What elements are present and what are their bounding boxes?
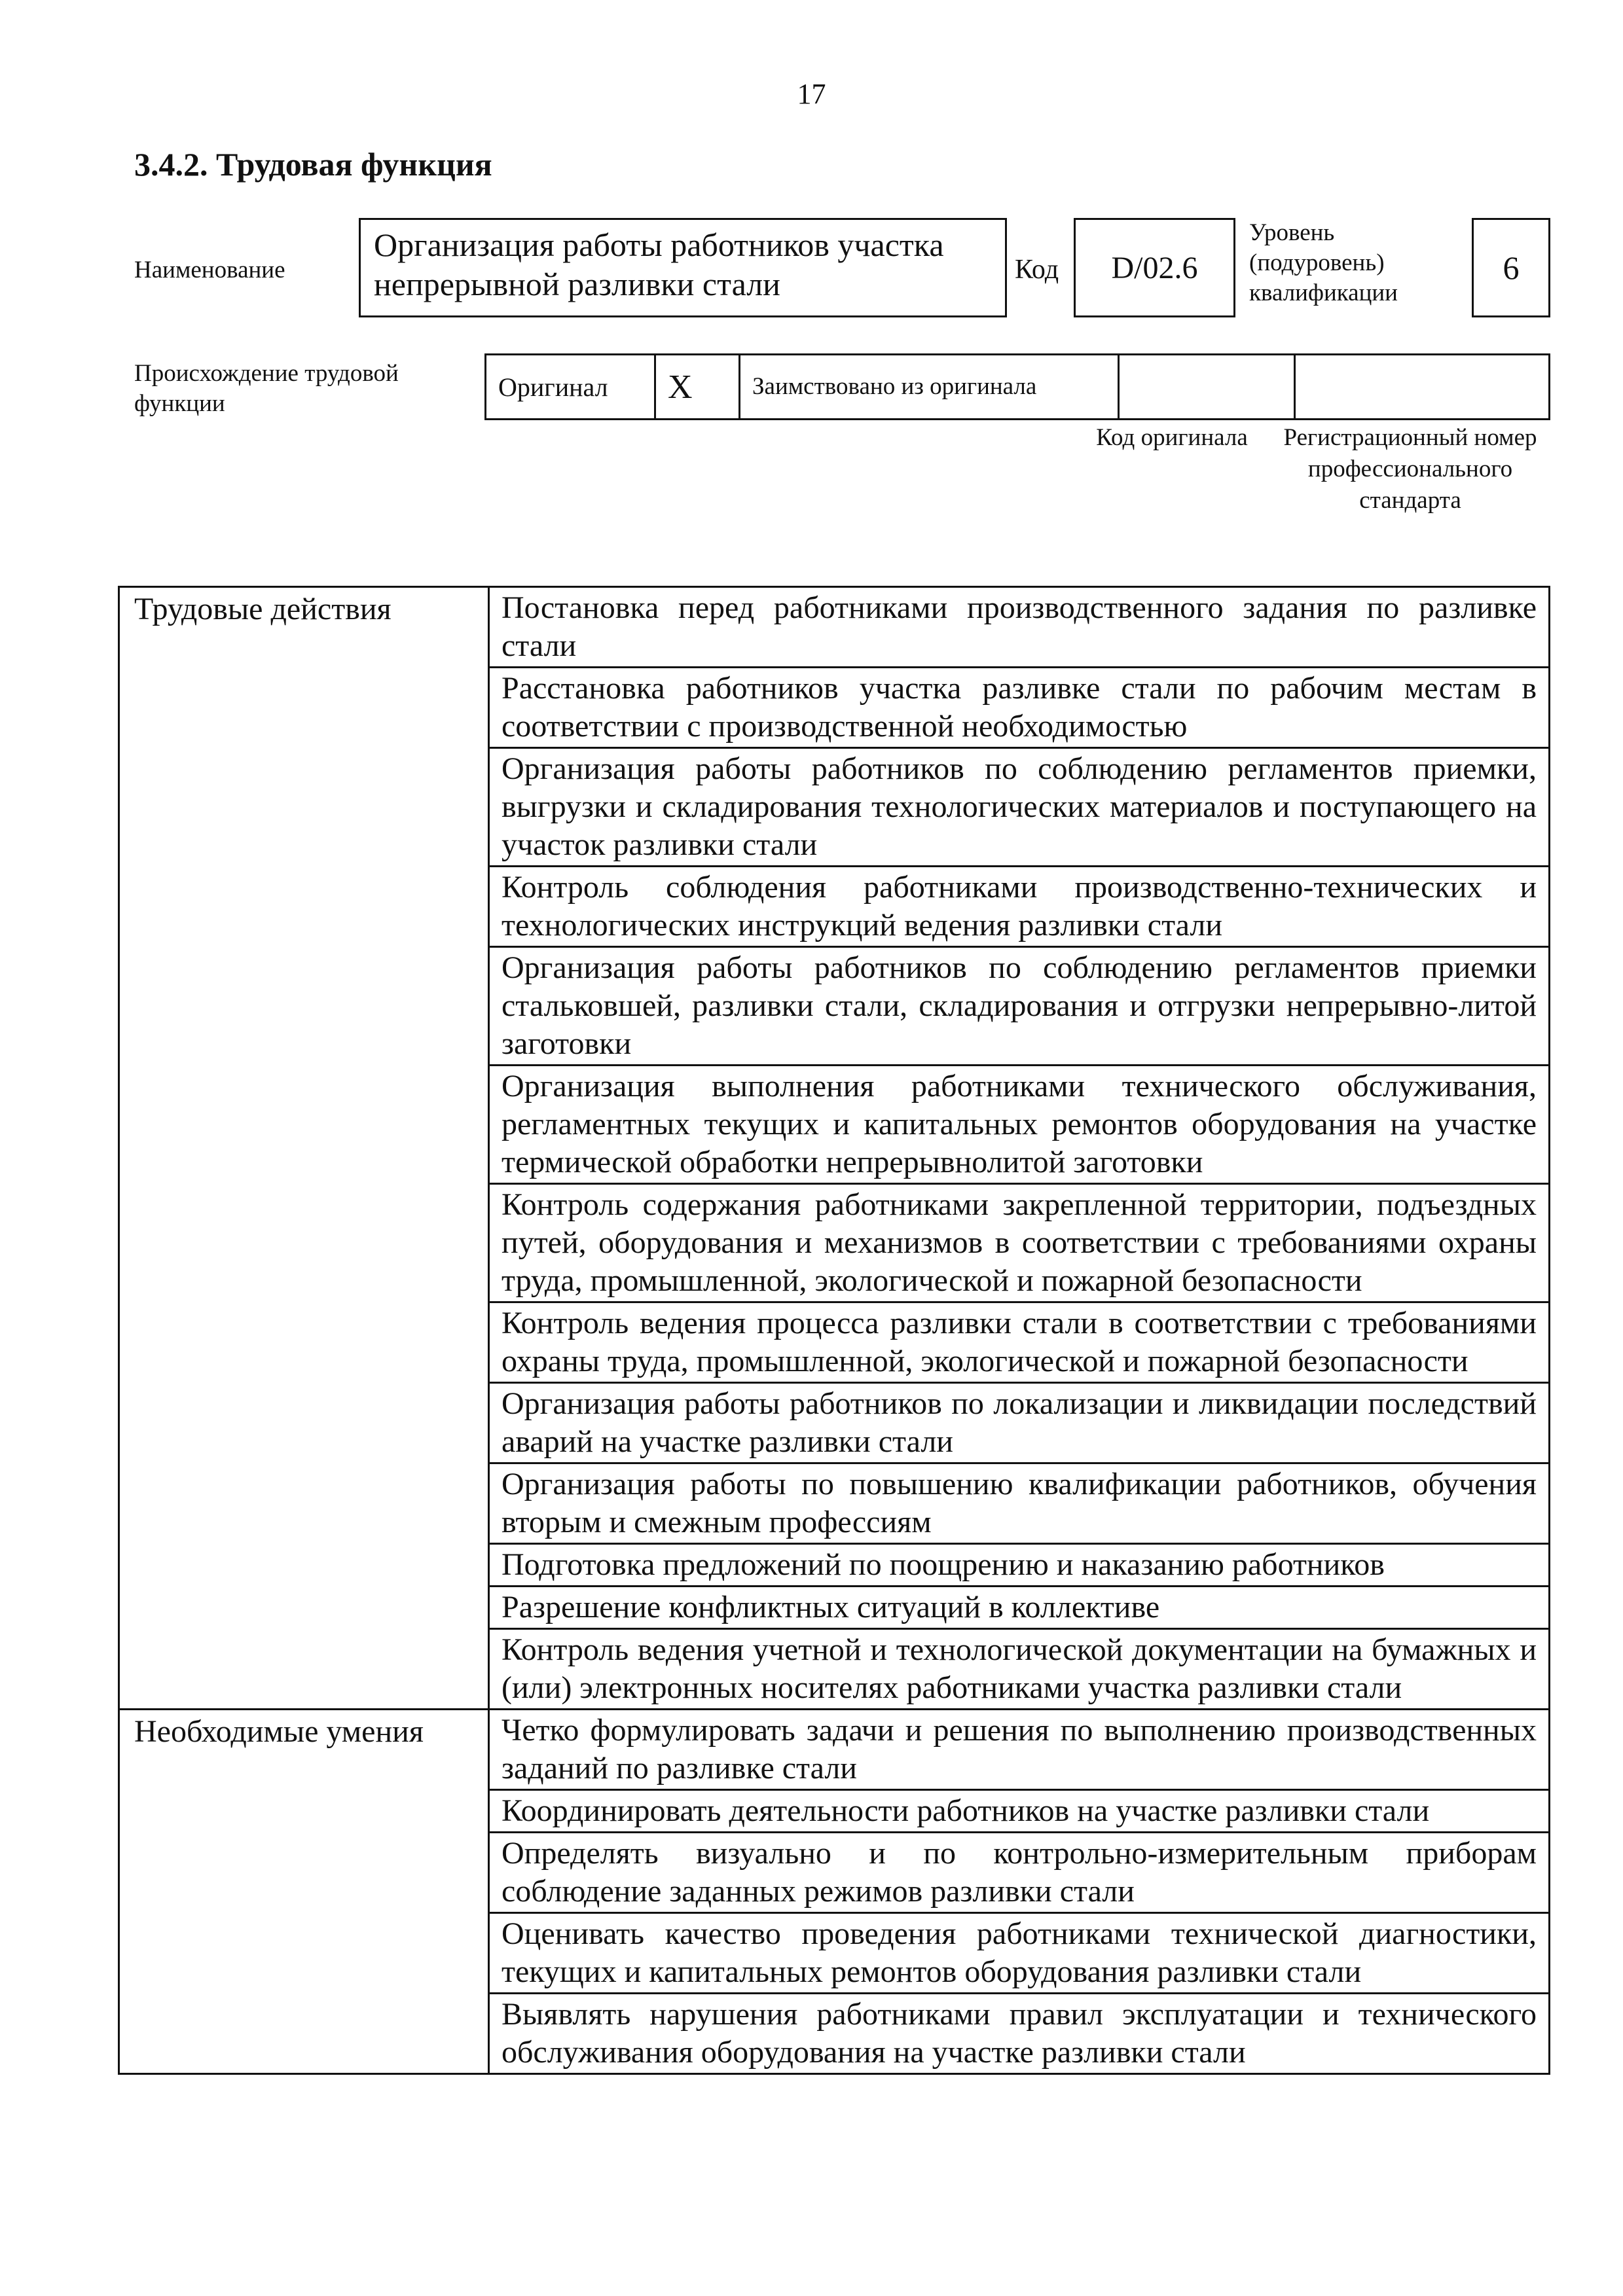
labor-actions-item: Контроль содержания работниками закрепленной территории, подъездных путей, оборудования и механизмов в соответствии с требованиями охраны труда, промышленной, экологической и пожарной безопасности <box>489 1184 1550 1302</box>
table-row <box>119 587 1550 668</box>
labor-actions-item: Контроль ведения учетной и технологической документации на бумажных и (или) электронных носителях работниками участка разливки стали <box>489 1629 1550 1710</box>
labor-actions-item: Контроль ведения процесса разливки стали в соответствии с требованиями охраны труда, промышленной, экологической и пожарной безопасности <box>489 1302 1550 1383</box>
original-mark: X <box>655 355 740 420</box>
labor-actions-item: Постановка перед работниками производственного задания по разливке стали <box>489 587 1550 668</box>
code-label: Код <box>1015 255 1059 285</box>
name-label: Наименование <box>134 257 285 283</box>
reg-number-caption: Регистрационный номер профессионального стандарта <box>1283 424 1537 514</box>
qualification-level-value: 6 <box>1472 218 1550 317</box>
labor-actions-item: Контроль соблюдения работниками производственно-технических и технологических инструкций ведения разливки стали <box>489 867 1550 947</box>
original-code-caption: Код оригинала <box>1096 424 1248 451</box>
original-label: Оригинал <box>486 355 655 420</box>
section-title: 3.4.2. Трудовая функция <box>134 146 492 183</box>
labor-actions-label: Трудовые действия <box>119 587 489 1710</box>
reg-number-cell <box>1295 355 1550 420</box>
page-number: 17 <box>797 78 826 110</box>
labor-actions-item: Организация выполнения работниками технического обслуживания, регламентных текущих и капитальных ремонтов оборудования на участке термической обработки непрерывнолитой заготовки <box>489 1066 1550 1184</box>
labor-actions-item: Подготовка предложений по поощрению и наказанию работников <box>489 1544 1550 1587</box>
code-value: D/02.6 <box>1074 218 1235 317</box>
labor-actions-item: Расстановка работников участка разливке стали по рабочим местам в соответствии с производственной необходимостью <box>489 668 1550 748</box>
original-code-cell <box>1119 355 1295 420</box>
function-name-value: Организация работы работников участка непрерывной разливки стали <box>359 218 1007 317</box>
required-skills-item: Определять визуально и по контрольно-измерительным приборам соблюдение заданных режимов разливки стали <box>489 1833 1550 1913</box>
labor-actions-item: Организация работы по повышению квалификации работников, обучения вторым и смежным профессиям <box>489 1463 1550 1544</box>
qualification-level-label: Уровень (подуровень) квалификации <box>1249 219 1398 306</box>
function-details-table <box>118 586 1550 2075</box>
origin-table <box>484 353 1550 420</box>
borrowed-label: Заимствовано из оригинала <box>740 355 1119 420</box>
table-row <box>119 1710 1550 1790</box>
required-skills-item: Координировать деятельности работников на участке разливки стали <box>489 1790 1550 1833</box>
labor-actions-item: Разрешение конфликтных ситуаций в коллективе <box>489 1587 1550 1629</box>
origin-label: Происхождение трудовой функции <box>134 360 399 417</box>
required-skills-item: Выявлять нарушения работниками правил эксплуатации и технического обслуживания оборудования на участке разливки стали <box>489 1994 1550 2074</box>
required-skills-label: Необходимые умения <box>119 1710 489 2074</box>
required-skills-item: Четко формулировать задачи и решения по выполнению производственных заданий по разливке стали <box>489 1710 1550 1790</box>
labor-actions-item: Организация работы работников по локализации и ликвидации последствий аварий на участке разливки стали <box>489 1383 1550 1463</box>
required-skills-item: Оценивать качество проведения работниками технической диагностики, текущих и капитальных ремонтов оборудования разливки стали <box>489 1913 1550 1994</box>
labor-actions-item: Организация работы работников по соблюдению регламентов приемки стальковшей, разливки стали, складирования и отгрузки непрерывно-литой заготовки <box>489 947 1550 1066</box>
labor-actions-item: Организация работы работников по соблюдению регламентов приемки, выгрузки и складирования технологических материалов и поступающего на участок разливки стали <box>489 748 1550 867</box>
